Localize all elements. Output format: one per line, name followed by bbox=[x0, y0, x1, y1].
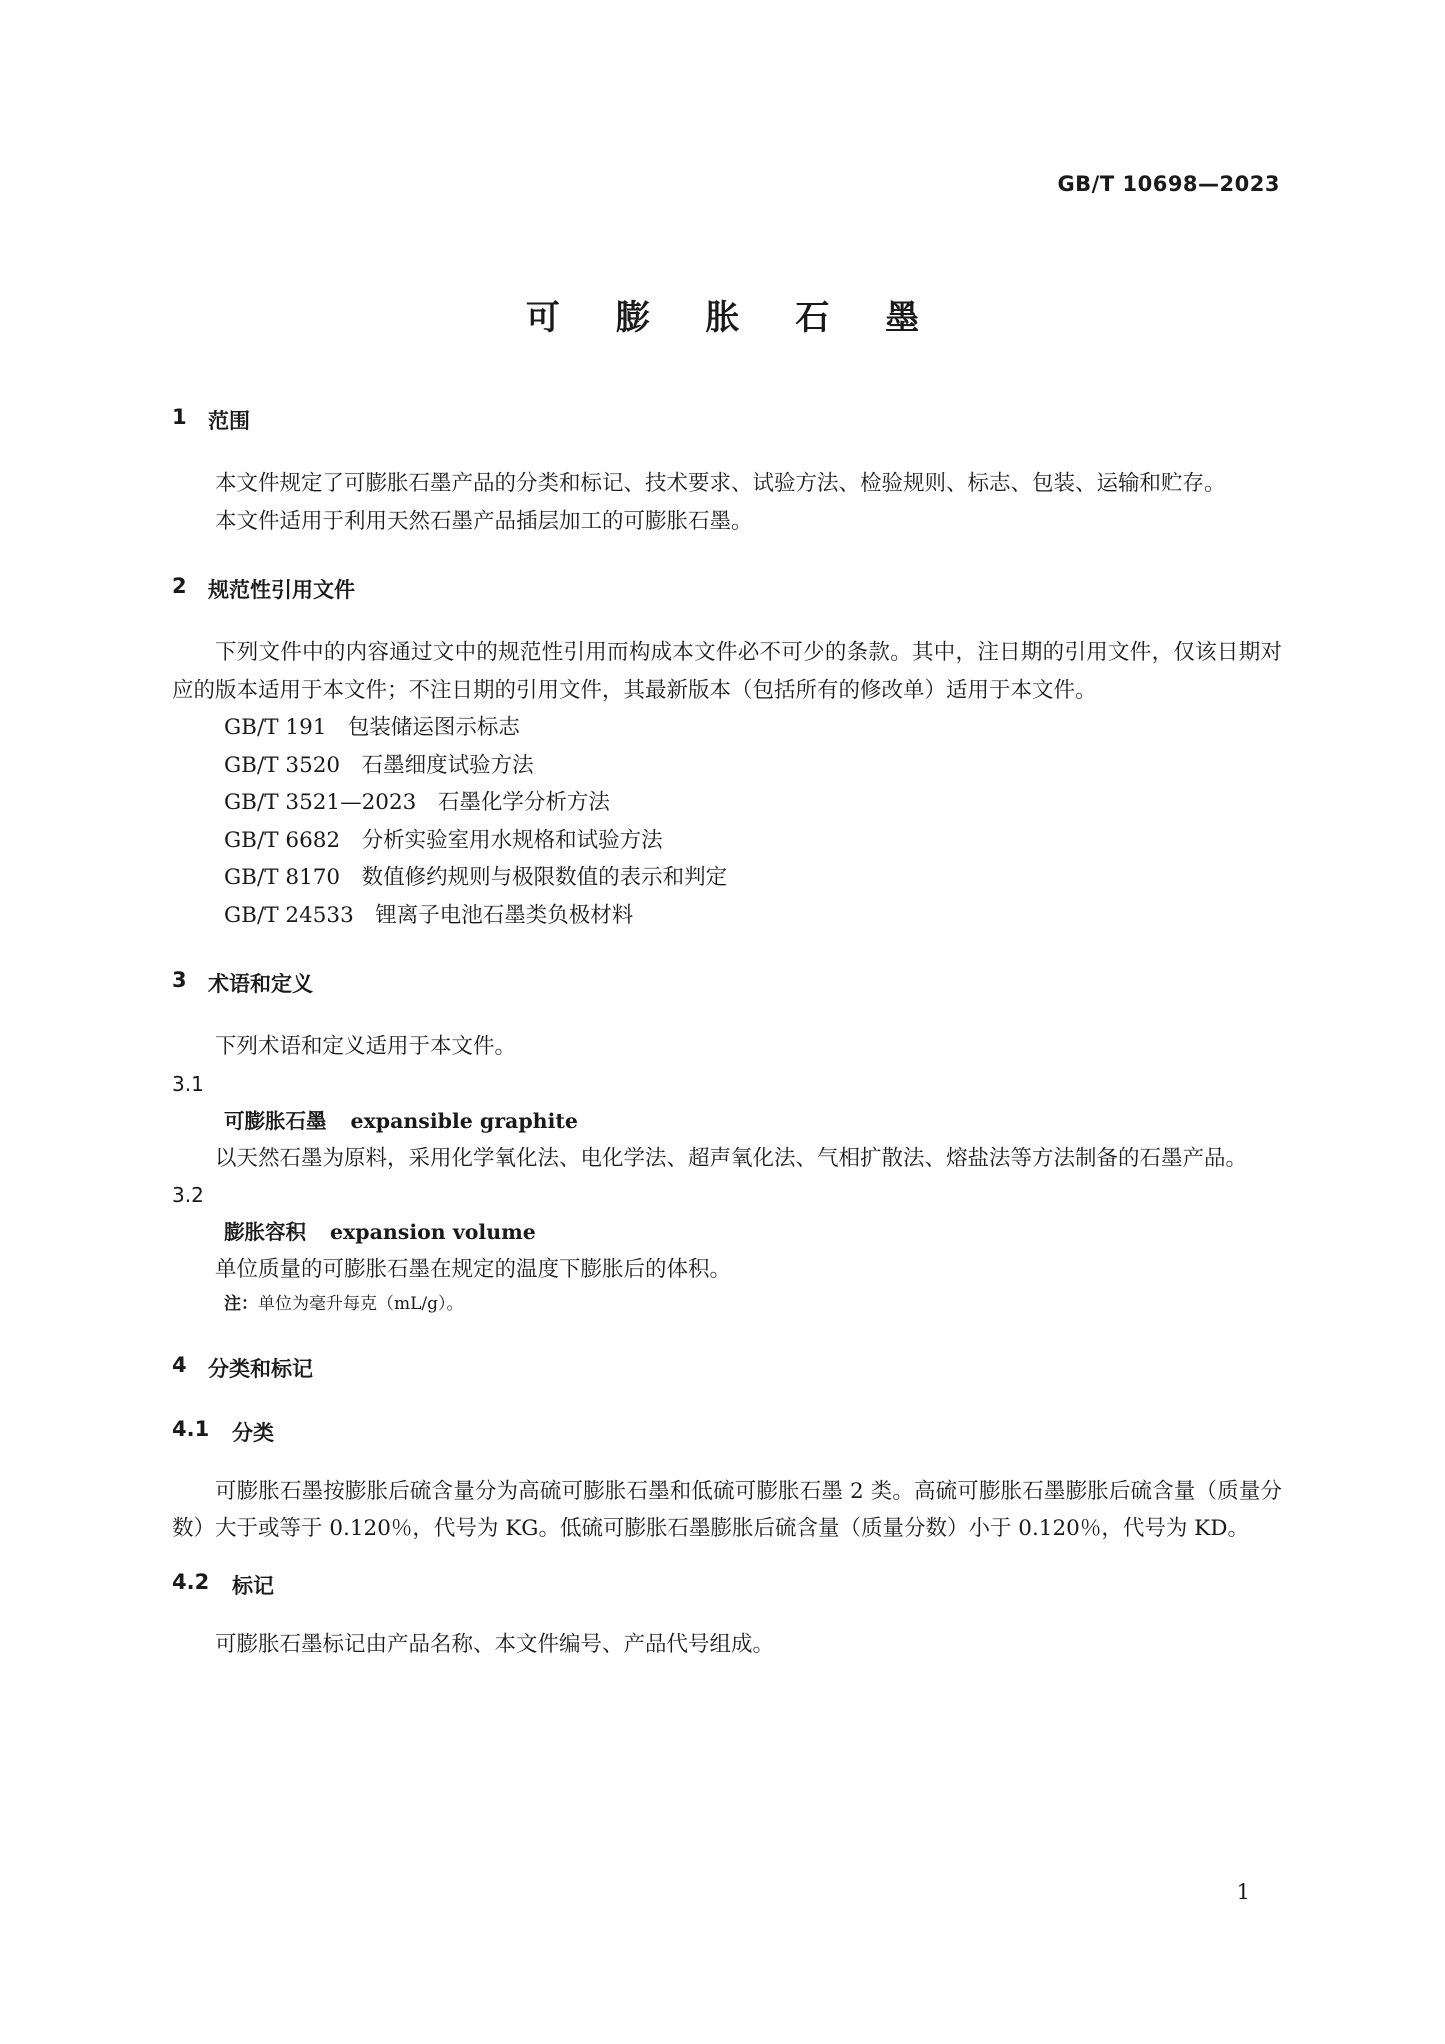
section-number: 4 bbox=[172, 1352, 187, 1377]
section-number: 1 bbox=[172, 405, 187, 429]
section-1-heading bbox=[172, 405, 1282, 435]
term-english: expansible graphite bbox=[350, 1108, 578, 1133]
section-4-heading bbox=[172, 1353, 1282, 1383]
term-definition: 单位质量的可膨胀石墨在规定的温度下膨胀后的体积。 bbox=[215, 1257, 732, 1282]
term-chinese: 可膨胀石墨 bbox=[224, 1108, 327, 1133]
term-entry bbox=[172, 1103, 1282, 1140]
reference-item: GB/T 3520 石墨细度试验方法 bbox=[224, 752, 534, 778]
page-title: 可 膨 胀 石 墨 bbox=[525, 298, 942, 338]
reference-item: GB/T 3521—2023 石墨化学分析方法 bbox=[224, 790, 610, 815]
section-4-1-heading bbox=[172, 1417, 1282, 1447]
term-definition: 以天然石墨为原料，采用化学氧化法、电化学法、超声氧化法、气相扩散法、熔盐法等方法制备的石墨产品。 bbox=[215, 1145, 1248, 1171]
section-title: 范围 bbox=[208, 409, 250, 433]
document-body bbox=[172, 405, 1282, 1663]
section-title: 术语和定义 bbox=[208, 972, 313, 996]
paragraph: 本文件规定了可膨胀石墨产品的分类和标记、技术要求、试验方法、检验规则、标志、包装、运输和贮存。 bbox=[215, 471, 1226, 496]
section-title: 分类 bbox=[232, 1420, 274, 1445]
paragraph: 本文件适用于利用天然石墨产品插层加工的可膨胀石墨。 bbox=[215, 508, 753, 534]
doc-number: GB/T 10698—2023 bbox=[1057, 172, 1280, 196]
section-4-2-heading bbox=[172, 1570, 1282, 1600]
section-number: 4.2 bbox=[172, 1569, 210, 1594]
section-title: 标记 bbox=[232, 1573, 274, 1598]
section-title: 规范性引用文件 bbox=[208, 578, 355, 602]
section-3-heading bbox=[172, 968, 1282, 998]
paragraph: 可膨胀石墨标记由产品名称、本文件编号、产品代号组成。 bbox=[215, 1631, 775, 1657]
paragraph: 可膨胀石墨按膨胀后硫含量分为高硫可膨胀石墨和低硫可膨胀石墨 2 类。高硫可膨胀石墨膨胀后硫含量（质量分数）大于或等于 0.120％，代号为 KG。低硫可膨胀石墨膨胀后硫含量（质量分数）小于 0.120％，代号为 KD。 bbox=[172, 1478, 1282, 1541]
note bbox=[172, 1289, 1282, 1319]
term-number: 3.2 bbox=[172, 1183, 204, 1207]
paragraph: 下列文件中的内容通过文中的规范性引用而构成本文件必不可少的条款。其中，注日期的引用文件，仅该日期对应的版本适用于本文件；不注日期的引用文件，其最新版本（包括所有的修改单）适用于本文件。 bbox=[172, 640, 1282, 703]
reference-item: GB/T 191 包装储运图示标志 bbox=[224, 715, 520, 740]
section-number: 4.1 bbox=[172, 1416, 210, 1441]
section-2-heading bbox=[172, 574, 1282, 604]
section-number: 3 bbox=[172, 968, 187, 992]
reference-item: GB/T 8170 数值修约规则与极限数值的表示和判定 bbox=[224, 865, 728, 890]
section-number: 2 bbox=[172, 574, 187, 598]
page-number: 1 bbox=[1236, 1880, 1250, 1904]
section-title: 分类和标记 bbox=[208, 1356, 313, 1381]
note-text: 单位为毫升每克（mL/g）。 bbox=[258, 1293, 464, 1314]
note-label: 注： bbox=[224, 1293, 258, 1314]
term-chinese: 膨胀容积 bbox=[224, 1220, 306, 1244]
reference-item: GB/T 24533 锂离子电池石墨类负极材料 bbox=[224, 902, 634, 928]
reference-item: GB/T 6682 分析实验室用水规格和试验方法 bbox=[224, 827, 663, 853]
term-number: 3.1 bbox=[172, 1071, 204, 1096]
term-entry bbox=[172, 1214, 1282, 1251]
term-english: expansion volume bbox=[330, 1220, 536, 1244]
paragraph: 下列术语和定义适用于本文件。 bbox=[215, 1034, 517, 1059]
